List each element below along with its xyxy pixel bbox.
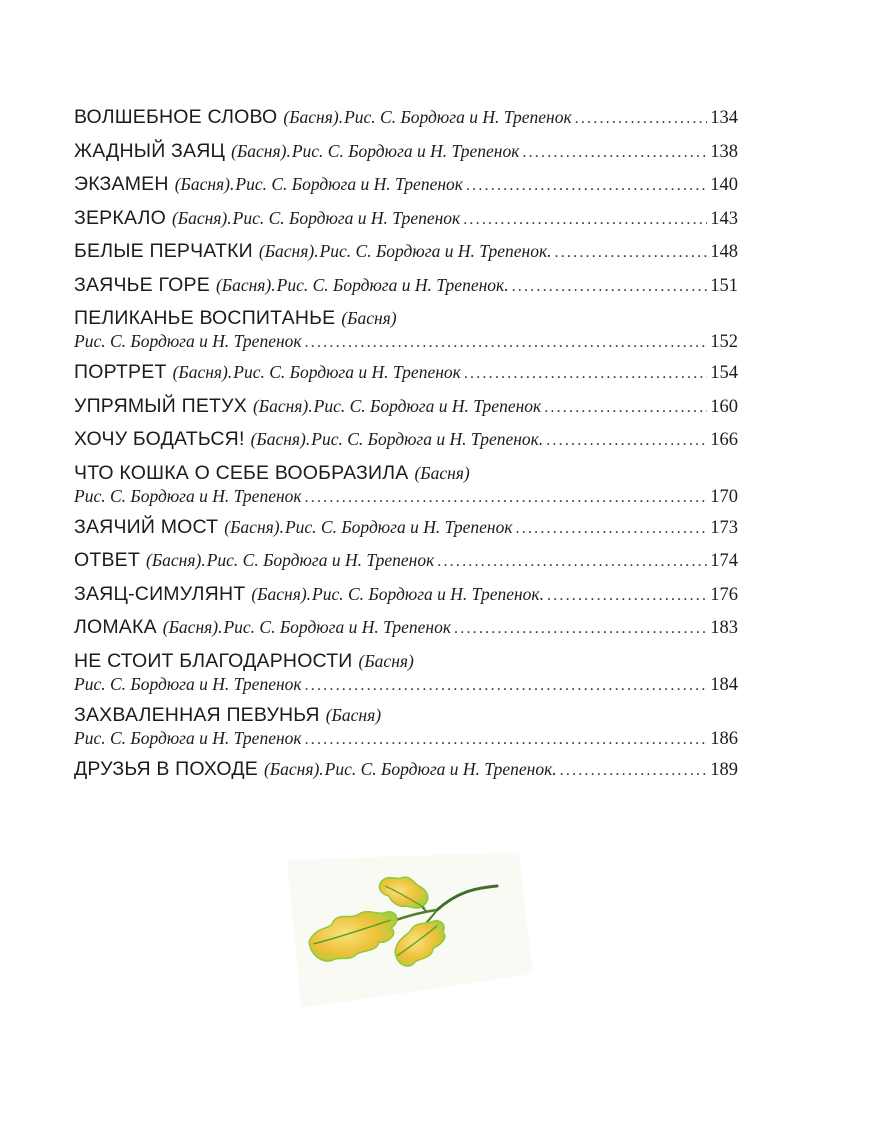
entry-credit: Рис. С. Бордюга и Н. Трепенок [284,516,513,537]
toc-line [74,544,738,578]
entry-credit: Рис. С. Бордюга и Н. Трепенок. [311,429,544,449]
toc-line [74,461,738,485]
dot-leader [305,675,708,697]
toc-entry [74,135,738,169]
toc-line [74,269,738,303]
toc-line [74,390,738,424]
toc-line [74,356,738,390]
entry-genre: (Басня). [162,617,223,637]
entry-credit: Рис. С. Бордюга и Н. Трепенок [233,362,461,382]
dot-leader [305,487,708,509]
entry-credit: Рис. С. Бордюга и Н. Трепенок [232,207,461,228]
entry-title: НЕ СТОИТ БЛАГОДАРНОСТИ [74,649,353,672]
dot-leader [560,754,708,788]
entry-page-number: 140 [710,175,738,195]
entry-page-number: 176 [710,584,738,605]
entry-title: ПОРТРЕТ [74,361,167,383]
toc-line [74,673,738,699]
dot-leader [437,545,707,579]
entry-page-number: 166 [710,430,738,450]
entry-genre: (Басня) [341,308,397,328]
toc-line [74,135,738,169]
entry-title: БЕЛЫЕ ПЕРЧАТКИ [74,240,253,262]
entry-credit: Рис. С. Бордюга и Н. Трепенок [344,107,572,127]
entry-genre: (Басня). [171,207,232,228]
entry-page-number: 151 [710,275,738,296]
toc-entry [74,168,738,202]
entry-credit: Рис. С. Бордюга и Н. Трепенок. [276,274,509,295]
entry-credit: Рис. С. Бордюга и Н. Трепенок [291,140,520,161]
dot-leader [546,424,707,458]
entry-page-number: 160 [710,396,738,417]
dot-leader [464,357,707,391]
entry-page-number: 184 [710,674,738,695]
entry-page-number: 138 [710,141,738,162]
entry-genre: (Басня). [252,395,313,416]
entry-genre: (Басня). [172,362,233,382]
dot-leader [516,512,708,546]
entry-genre: (Басня). [250,429,311,449]
entry-title: ЖАДНЫЙ ЗАЯЦ [74,139,226,162]
dot-leader [512,270,708,304]
entry-genre: (Басня). [174,174,235,194]
entry-title: ЗАХВАЛЕННАЯ ПЕВУНЬЯ [74,703,320,726]
table-of-contents [74,101,738,786]
entry-credit: Рис. С. Бордюга и Н. Трепенок [313,395,542,416]
toc-line [74,511,738,545]
dot-leader [305,729,708,751]
entry-page-number: 183 [710,618,738,638]
entry-genre: (Басня). [146,550,206,570]
entry-title: ЗАЯЦ-СИМУЛЯНТ [74,582,246,605]
dot-leader [555,236,708,270]
entry-title: ОТВЕТ [74,549,141,571]
entry-credit: Рис. С. Бордюга и Н. Трепенок [74,673,302,694]
entry-title: ЗЕРКАЛО [74,206,166,229]
entry-page-number: 173 [710,517,738,538]
toc-entry [74,235,738,269]
toc-line [74,703,738,727]
entry-genre: (Басня). [224,516,284,537]
entry-credit: Рис. С. Бордюга и Н. Трепенок [206,550,435,570]
entry-genre: (Басня) [325,704,382,725]
toc-entry [74,356,738,390]
entry-title: ЗАЯЧЬЕ ГОРЕ [74,273,210,296]
entry-page-number: 186 [710,728,738,749]
dot-leader [454,612,707,646]
toc-line [74,330,738,356]
toc-entry [74,423,738,457]
toc-entry [74,544,738,578]
entry-genre: (Басня). [215,274,276,295]
toc-line [74,485,738,511]
entry-genre: (Басня). [258,241,319,261]
entry-title: ЗАЯЧИЙ МОСТ [74,515,219,538]
entry-genre: (Басня) [414,462,470,483]
toc-line [74,168,738,202]
toc-line [74,578,738,612]
toc-entry [74,390,738,424]
dot-leader [463,203,707,237]
toc-entry [74,703,738,753]
entry-genre: (Басня). [263,758,324,779]
entry-page-number: 189 [710,759,738,780]
dot-leader [544,391,707,425]
toc-line [74,727,738,753]
entry-genre: (Басня). [283,107,344,127]
entry-title: ХОЧУ БОДАТЬСЯ! [74,428,245,450]
oak-leaf-branch-icon [287,852,533,1008]
entry-page-number: 152 [710,332,738,352]
entry-credit: Рис. С. Бордюга и Н. Трепенок. [319,241,552,261]
dot-leader [466,169,707,203]
toc-entry [74,461,738,511]
entry-title: ДРУЗЬЯ В ПОХОДЕ [74,757,258,780]
entry-title: ЭКЗАМЕН [74,173,169,195]
toc-entry [74,611,738,645]
entry-title: ЛОМАКА [74,616,157,638]
toc-line [74,753,738,787]
toc-entry [74,202,738,236]
entry-genre: (Басня). [251,583,312,604]
entry-page-number: 134 [710,108,738,128]
dot-leader [575,102,708,136]
entry-page-number: 174 [710,551,738,571]
entry-credit: Рис. С. Бордюга и Н. Трепенок [235,174,463,194]
toc-line [74,202,738,236]
toc-line [74,101,738,135]
toc-entry [74,649,738,699]
toc-line [74,611,738,645]
oak-leaf-illustration [287,852,533,1008]
entry-credit: Рис. С. Бордюга и Н. Трепенок [74,331,302,351]
entry-credit: Рис. С. Бордюга и Н. Трепенок [74,485,302,506]
dot-leader [305,332,708,354]
entry-title: ПЕЛИКАНЬЕ ВОСПИТАНЬЕ [74,307,336,329]
entry-credit: Рис. С. Бордюга и Н. Трепенок [223,617,452,637]
entry-page-number: 148 [710,242,738,262]
toc-line [74,235,738,269]
toc-line [74,649,738,673]
toc-entry [74,269,738,303]
toc-entry [74,101,738,135]
entry-genre: (Басня). [231,140,291,161]
entry-genre: (Басня) [358,650,414,671]
toc-entry [74,306,738,356]
dot-leader [547,579,707,613]
toc-line [74,306,738,330]
entry-credit: Рис. С. Бордюга и Н. Трепенок. [312,583,544,604]
toc-entry [74,578,738,612]
entry-title: УПРЯМЫЙ ПЕТУХ [74,394,247,417]
entry-page-number: 170 [710,486,738,507]
dot-leader [522,136,707,170]
entry-credit: Рис. С. Бордюга и Н. Трепенок. [324,758,557,779]
toc-entry [74,753,738,787]
toc-entry [74,511,738,545]
entry-page-number: 143 [710,208,738,229]
entry-credit: Рис. С. Бордюга и Н. Трепенок [74,727,302,748]
entry-title: ЧТО КОШКА О СЕБЕ ВООБРАЗИЛА [74,461,409,484]
toc-line [74,423,738,457]
entry-page-number: 154 [710,363,738,383]
entry-title: ВОЛШЕБНОЕ СЛОВО [74,106,278,128]
